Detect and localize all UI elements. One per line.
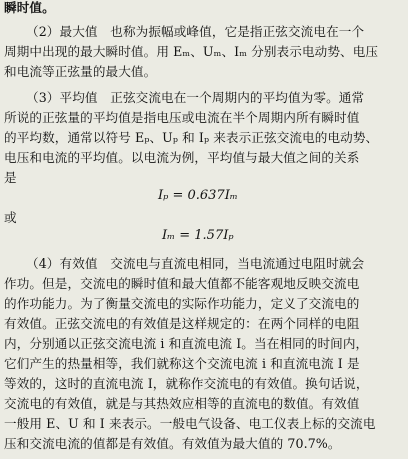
text-line-14: 有效值。正弦交流电的有效值是这样规定的：在两个同样的电阻 xyxy=(4,316,360,331)
formula-1: Iₚ = 0.637Iₘ xyxy=(158,188,238,203)
text-line-12: 作功。但是，交流电的瞬时值和最大值都不能客观地反映交流电 xyxy=(4,276,360,291)
text-line-17: 等效的，这时的直流电流 I，就称作交流电的有效值。换句话说， xyxy=(4,376,369,391)
text-line-5: （3）平均值 正弦交流电在一个周期内的平均值为零。通常 xyxy=(26,90,365,105)
text-line-19: 一般用 E、U 和 I 来表示。一般电气设备、电工仪表上标的交流电 xyxy=(4,416,376,431)
text-line-15: 内，分别通以正弦交流电流 i 和直流电流 I。当在相同的时间内， xyxy=(4,336,369,351)
text-line-20: 压和交流电流的值都是有效值。有效值为最大值的 70.7%。 xyxy=(4,436,341,451)
text-line-10: 或 xyxy=(4,210,17,225)
formula-2: Iₘ = 1.57Iₚ xyxy=(162,228,234,243)
text-line-1: 瞬时值。 xyxy=(4,0,55,15)
text-line-7: 的平均数，通常以符号 Eₚ、Uₚ 和 Iₚ 来表示正弦交流电的电动势、 xyxy=(4,130,379,145)
text-line-18: 交流电的有效值，就是与其热效应相等的直流电的数值。有效值 xyxy=(4,396,360,411)
text-line-9: 是 xyxy=(4,170,17,185)
text-line-11: （4）有效值 交流电与直流电相同，当电流通过电阻时就会 xyxy=(26,256,365,271)
text-line-4: 和电流等正弦量的最大值。 xyxy=(4,64,157,79)
text-line-13: 的作功能力。为了衡量交流电的实际作功能力，定义了交流电的 xyxy=(4,296,360,311)
text-line-2: （2）最大值 也称为振幅或峰值，它是指正弦交流电在一个 xyxy=(26,24,365,39)
text-line-8: 电压和电流的平均值。以电流为例，平均值与最大值之间的关系 xyxy=(4,150,360,165)
text-line-16: 它们产生的热量相等，我们就称这个交流电流 i 和直流电流 I 是 xyxy=(4,356,360,371)
text-line-3: 周期中出现的最大瞬时值。用 Eₘ、Uₘ、Iₘ 分别表示电动势、电压 xyxy=(4,44,379,59)
text-line-6: 所说的正弦量的平均值是指电压或电流在半个周期内所有瞬时值 xyxy=(4,110,360,125)
